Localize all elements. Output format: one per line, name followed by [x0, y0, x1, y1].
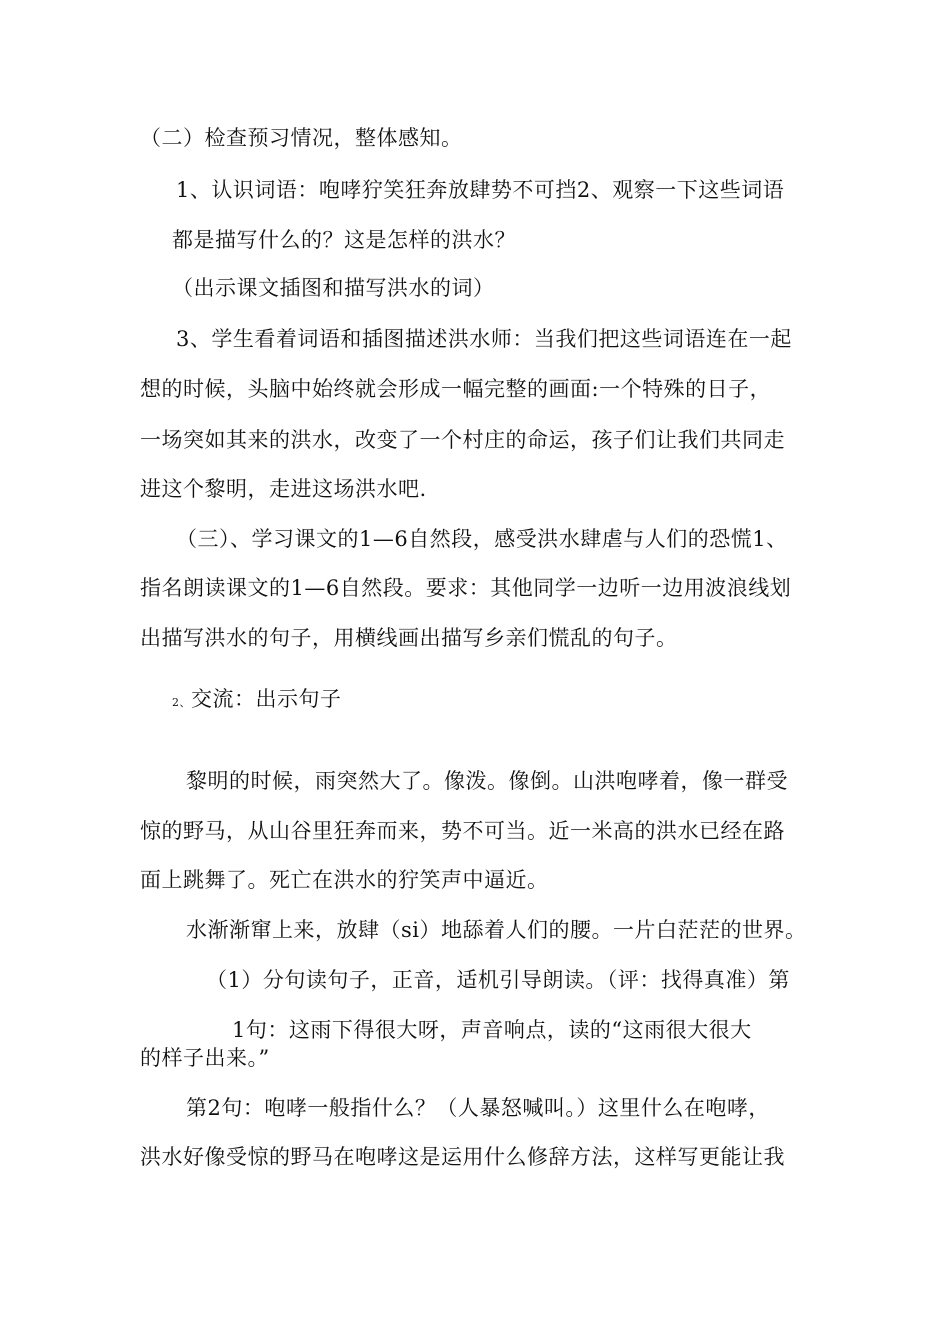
- paragraph-line: 出描写洪水的句子，用横线画出描写乡亲们慌乱的句子。: [140, 626, 678, 650]
- section-heading-3: （三）、学习课文的1—6自然段，感受洪水肆虐与人们的恐慌1、: [176, 527, 788, 551]
- paragraph-line: 1、认识词语：咆哮狞笑狂奔放肆势不可挡2、观察一下这些词语: [176, 178, 785, 202]
- paragraph-line: 洪水好像受惊的野马在咆哮这是运用什么修辞方法，这样写更能让我: [140, 1145, 785, 1169]
- paragraph-line: 第2句：咆哮一般指什么？（人暴怒喊叫。）这里什么在咆哮，: [186, 1096, 770, 1120]
- list-item-2: [172, 685, 342, 717]
- quote-line: 惊的野马，从山谷里狂奔而来，势不可当。近一米高的洪水已经在路: [140, 819, 785, 843]
- list-item-text: 交流：出示句子: [191, 687, 342, 711]
- quote-line: 水渐渐窜上来，放肆（si）地舔着人们的腰。一片白茫茫的世界。: [186, 918, 807, 942]
- section-heading-2: （二）检查预习情况，整体感知。: [140, 126, 463, 150]
- paragraph-line: 1句：这雨下得很大呀，声音响点，读的“这雨很大很大: [232, 1018, 752, 1042]
- paragraph-line: 的样子出来。”: [140, 1046, 270, 1070]
- paragraph-line: 进这个黎明，走进这场洪水吧.: [140, 477, 427, 501]
- quote-line: 面上跳舞了。死亡在洪水的狞笑声中逼近。: [140, 868, 549, 892]
- quote-line: 黎明的时候，雨突然大了。像泼。像倒。山洪咆哮着，像一群受: [186, 769, 788, 793]
- list-item-number: 2、: [172, 696, 191, 709]
- paragraph-line: 都是描写什么的？这是怎样的洪水？: [172, 228, 516, 252]
- paragraph-line: 一场突如其来的洪水，改变了一个村庄的命运，孩子们让我们共同走: [140, 428, 785, 452]
- paragraph-line: （出示课文插图和描写洪水的词）: [172, 276, 495, 300]
- paragraph-line: （1）分句读句子，正音，适机引导朗读。（评：找得真准）第: [206, 968, 790, 992]
- paragraph-line: 想的时候，头脑中始终就会形成一幅完整的画面:一个特殊的日子，: [140, 377, 772, 401]
- paragraph-line: 3、学生看着词语和插图描述洪水师：当我们把这些词语连在一起: [176, 327, 792, 351]
- paragraph-line: 指名朗读课文的1—6自然段。要求：其他同学一边听一边用波浪线划: [140, 576, 792, 600]
